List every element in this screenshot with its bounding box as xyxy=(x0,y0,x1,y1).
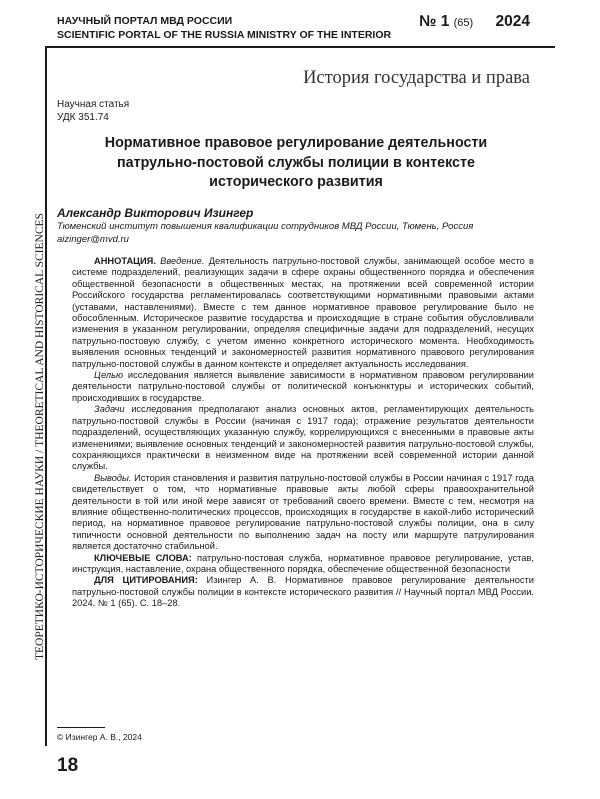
page-number: 18 xyxy=(57,755,79,776)
intro-label: Введение. xyxy=(160,256,205,266)
section-title: История государства и права xyxy=(303,68,530,88)
article-meta xyxy=(57,99,129,124)
conclusions-text: История становления и развития патрульно-постовой службы в России начиная с 1917 года свидетельствует о том, что нормативные правовые акты любой сферы правоохранительной деятельности в той или иной мере зависят от требований своего времени. Вместе с тем, несмотря на влияние общественно-политических процессов, происходящих в государстве в какой-либо исторический период, на нормативное правовое регулирование патрульно-постовой службы полиции, она в силу типичности основной деятельности по выполнению задач на посту или маршруте патрулирования является достаточно стабильной. xyxy=(72,472,534,552)
conclusions-label: Выводы. xyxy=(94,472,132,483)
journal-header xyxy=(57,14,391,42)
udc-code: УДК 351.74 xyxy=(57,111,109,123)
goal-text: исследования является выявление зависимости в нормативном правовом регулировании деятельности патрульно-постовой службы от политической конъюнктуры и исторических событий, происходивших в государстве. xyxy=(72,370,534,403)
tasks-label: Задачи xyxy=(94,404,125,415)
title-line: исторического развития xyxy=(209,174,383,190)
article-title xyxy=(57,134,535,193)
abstract-goal xyxy=(72,370,534,404)
author-info xyxy=(57,221,473,246)
keywords xyxy=(72,553,534,576)
issue-year: 2024 xyxy=(495,13,530,30)
goal-label: Целью xyxy=(94,370,123,381)
footnote-rule xyxy=(57,727,105,728)
citation-text: Изингер А. В. Нормативное правовое регулирование деятельности патрульно-постовой службы полиции в контексте исторического развития // Научный портал МВД России. 2024. № 1 (65). С. 18–28. xyxy=(72,575,534,609)
author-name: Александр Викторович Изингер xyxy=(57,206,254,220)
abstract-label: АННОТАЦИЯ. xyxy=(94,256,156,266)
title-line: патрульно-постовой службы полиции в контексте xyxy=(117,154,475,171)
abstract-conclusions xyxy=(72,473,534,553)
citation-label: ДЛЯ ЦИТИРОВАНИЯ: xyxy=(94,575,198,586)
affiliation: Тюменский институт повышения квалификации сотрудников МВД России, Тюмень, Россия xyxy=(57,221,474,232)
intro-text: Деятельность патрульно-постовой службы, занимающей особое место в системе подразделений, реализующих задачи в сфере охраны общественного порядка и обеспечения общественной безопасности в общественных местах, на протяжении всей современной истории Российского государства регламентировалась соответствующими нормативными правовыми актами (уставами, наставлениями). Вместе с тем данное нормативное правовое регулирование было не обособленным. Историческое развитие государства и происходящие в стране события обусловливали изменения в указанном регулировании, определяя специфичные задачи для подразделений, несущих патрульно-постовую службу, с учетом именно конкретного исторического момента. Необходимость выявления основных тенденций и закономерностей развития нормативного правового регулирования патрульно-постовой службы в данном контексте и определяет актуальность исследования. xyxy=(72,256,534,369)
issue-total: (65) xyxy=(453,17,474,29)
title-line: Нормативное правовое регулирование деятельности xyxy=(104,135,488,151)
article-type: Научная статья xyxy=(57,99,130,110)
journal-name-en: SCIENTIFIC PORTAL OF THE RUSSIA MINISTRY OF THE INTERIOR xyxy=(57,29,392,41)
author-email[interactable]: aizinger@mvd.ru xyxy=(57,233,129,245)
tasks-text: исследования предполагают анализ основных актов, регламентирующих деятельность патрульно-постовой службы в России (начиная с 1917 года); отражение результатов деятельности подразделений, осуществляющих указанную службу, коррелирующихся с внесенными в правовые акты изменениями; выявление основных тенденций и закономерностей развития патрульно-постовой службы, сохраняющихся практически в неизменном виде на протяжении всей современной истории данной службы. xyxy=(72,404,534,472)
journal-name-ru: НАУЧНЫЙ ПОРТАЛ МВД РОССИИ xyxy=(57,15,233,27)
keywords-label: КЛЮЧЕВЫЕ СЛОВА: xyxy=(94,552,192,563)
keywords-text: патрульно-постовая служба, нормативное правовое регулирование, устав, инструкция, наставление, охрана общественного порядка, обеспечение общественной безопасности xyxy=(72,552,534,574)
side-label: ТЕОРЕТИКО-ИСТОРИЧЕСКИЕ НАУКИ / THEORETICAL AND HISTORICAL SCIENCES xyxy=(34,213,46,660)
issue-info xyxy=(419,13,530,31)
abstract xyxy=(72,256,534,610)
issue-number: № 1 xyxy=(419,13,450,30)
abstract-tasks xyxy=(72,404,534,472)
abstract-intro xyxy=(72,256,534,370)
citation xyxy=(72,575,534,609)
header-rule xyxy=(45,46,555,48)
copyright: © Изингер А. В., 2024 xyxy=(57,732,142,742)
